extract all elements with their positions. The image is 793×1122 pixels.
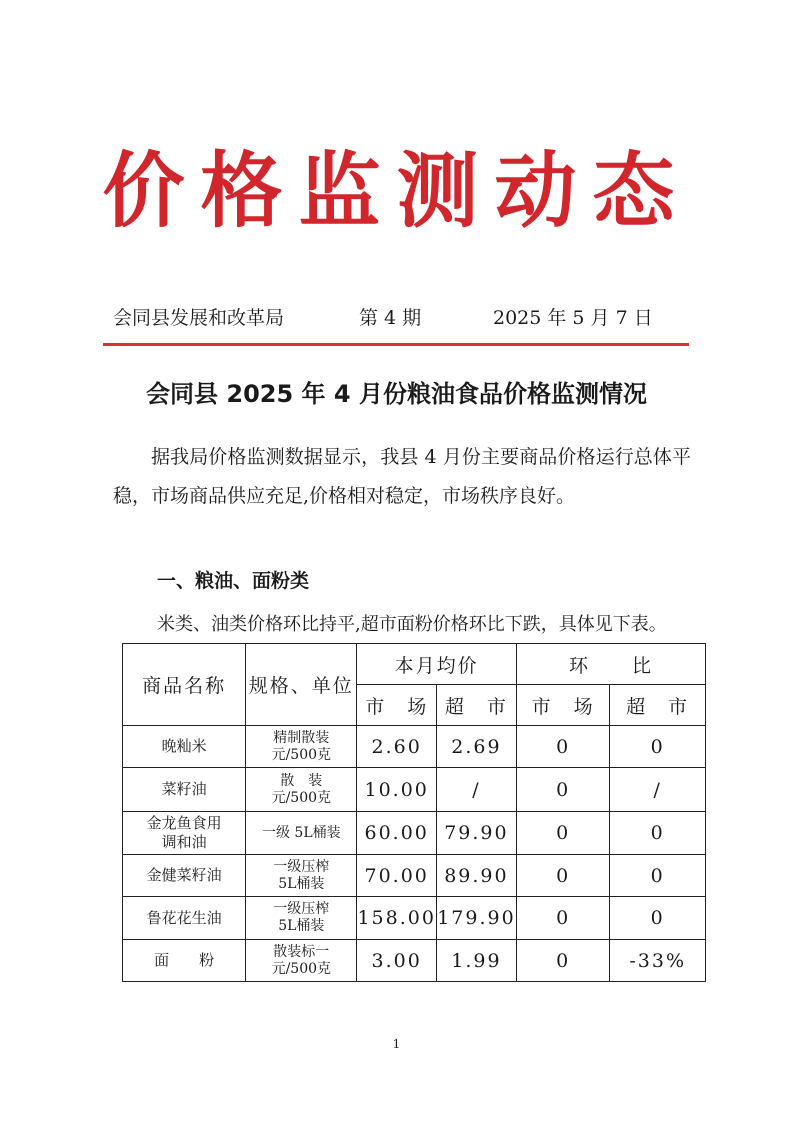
cell-mom-supermarket: 0	[610, 897, 706, 940]
table-row	[123, 726, 706, 768]
header-mom-supermarket: 超 市	[610, 685, 706, 726]
cell-spec: 一级压榨 5L桶装	[246, 897, 357, 940]
table-row	[123, 812, 706, 855]
cell-supermarket-price: 89.90	[436, 855, 516, 897]
cell-supermarket-price: 179.90	[436, 897, 516, 940]
issue-number: 第 4 期	[359, 307, 422, 329]
issue-date: 2025 年 5 月 7 日	[493, 307, 653, 329]
cell-spec: 散装标一 元/500克	[246, 940, 357, 982]
cell-mom-market: 0	[516, 940, 609, 982]
cell-supermarket-price: 1.99	[436, 940, 516, 982]
cell-name: 鲁花花生油	[123, 897, 246, 940]
header-avg-price: 本月均价	[357, 644, 516, 685]
issuing-org: 会同县发展和改革局	[113, 307, 285, 329]
cell-market-price: 60.00	[357, 812, 436, 855]
cell-mom-market: 0	[516, 897, 609, 940]
cell-spec: 一级 5L桶装	[246, 812, 357, 855]
section-heading: 一、粮油、面粉类	[157, 570, 310, 592]
document-title: 会同县 2025 年 4 月份粮油食品价格监测情况	[146, 380, 647, 408]
cell-spec: 一级压榨 5L桶装	[246, 855, 357, 897]
cell-mom-supermarket: -33%	[610, 940, 706, 982]
header-spec: 规格、单位	[246, 644, 357, 726]
red-divider	[103, 343, 689, 346]
page-number: 1	[392, 1037, 401, 1051]
header-name: 商品名称	[123, 644, 246, 726]
cell-market-price: 158.00	[357, 897, 436, 940]
cell-supermarket-price: 79.90	[436, 812, 516, 855]
header-avg-supermarket: 超 市	[436, 685, 516, 726]
cell-supermarket-price: /	[436, 768, 516, 812]
issue-line	[113, 303, 693, 331]
cell-market-price: 70.00	[357, 855, 436, 897]
cell-mom-market: 0	[516, 812, 609, 855]
cell-mom-supermarket: /	[610, 768, 706, 812]
cell-market-price: 10.00	[357, 768, 436, 812]
cell-name: 菜籽油	[123, 768, 246, 812]
cell-spec: 散 装 元/500克	[246, 768, 357, 812]
cell-name: 晚籼米	[123, 726, 246, 768]
cell-name: 金健菜籽油	[123, 855, 246, 897]
body-paragraph: 据我局价格监测数据显示，我县 4 月份主要商品价格运行总体平稳，市场商品供应充足,价格相对稳定，市场秩序良好。	[113, 446, 691, 507]
cell-spec: 精制散装 元/500克	[246, 726, 357, 768]
table-row	[123, 897, 706, 940]
cell-market-price: 3.00	[357, 940, 436, 982]
table-intro: 米类、油类价格环比持平,超市面粉价格环比下跌，具体见下表。	[157, 614, 667, 635]
table-row	[123, 768, 706, 812]
masthead-title: 价格监测动态	[102, 143, 691, 239]
price-table	[122, 643, 706, 982]
cell-mom-market: 0	[516, 855, 609, 897]
cell-mom-market: 0	[516, 768, 609, 812]
header-mom: 环 比	[516, 644, 705, 685]
table-row	[123, 940, 706, 982]
cell-supermarket-price: 2.69	[436, 726, 516, 768]
table-row	[123, 855, 706, 897]
cell-mom-supermarket: 0	[610, 855, 706, 897]
cell-mom-supermarket: 0	[610, 726, 706, 768]
cell-mom-supermarket: 0	[610, 812, 706, 855]
cell-market-price: 2.60	[357, 726, 436, 768]
cell-name: 面 粉	[123, 940, 246, 982]
cell-mom-market: 0	[516, 726, 609, 768]
cell-name: 金龙鱼食用 调和油	[123, 812, 246, 855]
header-mom-market: 市 场	[516, 685, 609, 726]
header-avg-market: 市 场	[357, 685, 436, 726]
